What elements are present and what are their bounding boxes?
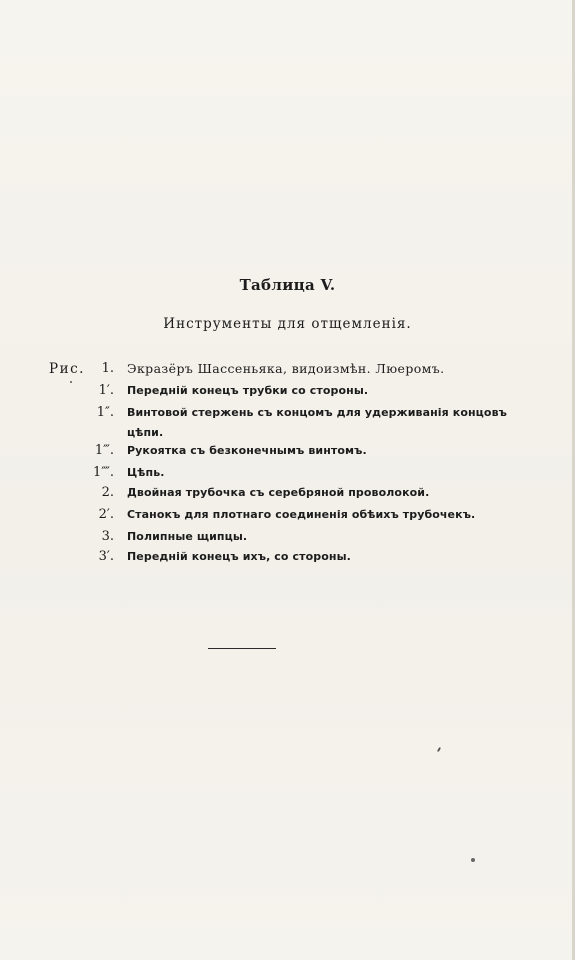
figure-number: 1″. — [96, 405, 114, 420]
figure-description: цѣпи. — [127, 426, 164, 439]
list-item — [0, 505, 575, 525]
list-item — [0, 483, 575, 503]
figure-description: Цѣпь. — [127, 466, 165, 479]
plate-subtitle: Инструменты для отщемленія. — [163, 316, 412, 332]
list-item — [0, 403, 575, 423]
figure-description: Экразёръ Шассеньяка, видоизмѣн. Люеромъ. — [127, 361, 445, 376]
list-item-continuation — [0, 423, 575, 443]
figure-description: Полипные щипцы. — [127, 530, 248, 543]
list-item — [0, 359, 575, 379]
figure-description: Винтовой стержень съ концомъ для удерживанія концовъ — [127, 406, 508, 419]
ink-speck — [437, 747, 441, 752]
section-divider — [208, 648, 276, 649]
list-item — [0, 527, 575, 547]
figure-prefix: Рис. — [49, 361, 85, 377]
figure-number: 1⁗. — [92, 465, 114, 480]
figure-number: 1. — [101, 361, 114, 376]
figure-description: Рукоятка съ безконечнымъ винтомъ. — [127, 444, 367, 457]
figure-number: 1′. — [98, 383, 114, 398]
figure-number: 3′. — [98, 549, 114, 564]
figure-description: Станокъ для плотнаго соединенія обѣихъ трубочекъ. — [127, 508, 476, 521]
ink-speck — [471, 858, 475, 862]
figure-number: 2′. — [98, 507, 114, 522]
figure-description: Передній конецъ ихъ, со стороны. — [127, 550, 351, 563]
figure-number: 2. — [101, 485, 114, 500]
list-item — [0, 381, 575, 401]
figure-number: 1‴. — [94, 443, 114, 458]
ink-speck — [70, 381, 72, 383]
figure-description: Передній конецъ трубки со стороны. — [127, 384, 369, 397]
list-item — [0, 441, 575, 461]
list-item — [0, 463, 575, 483]
list-item — [0, 547, 575, 567]
figure-description: Двойная трубочка съ серебряной проволокой. — [127, 486, 430, 499]
plate-title: Таблица V. — [239, 276, 336, 294]
figure-number: 3. — [101, 529, 114, 544]
